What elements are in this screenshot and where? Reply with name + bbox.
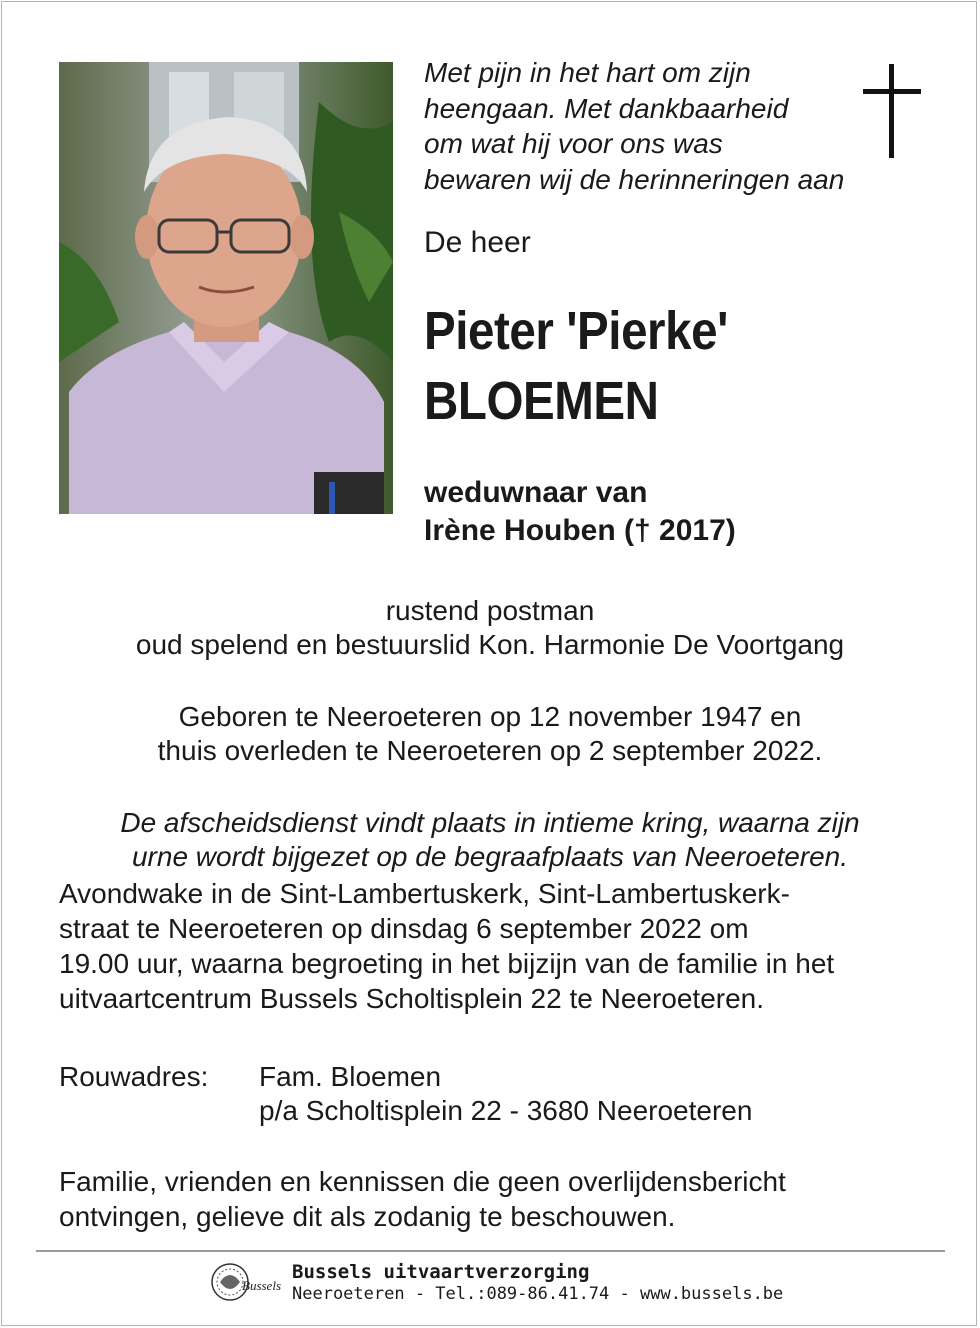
birth-line: Geboren te Neeroeteren op 12 november 1947 en (178, 701, 802, 732)
wake-line: 19.00 uur, waarna begroeting in het bijzijn van de familie in het (59, 948, 835, 979)
wake-line: straat te Neeroeteren op dinsdag 6 september 2022 om (59, 913, 749, 944)
service-line: De afscheidsdienst vindt plaats in intieme kring, waarna zijn (120, 807, 860, 838)
intro-line: Met pijn in het hart om zijn (424, 57, 751, 88)
intro-line: bewaren wij de herinneringen aan (424, 163, 845, 195)
address-label: Rouwadres: (59, 1061, 209, 1092)
deceased-first-name: Pieter 'Pierke' (424, 301, 728, 361)
address-lines (259, 1060, 752, 1128)
closing-line: ontvingen, gelieve dit als zodanig te beschouwen. (59, 1201, 676, 1232)
occupation-block (40, 594, 940, 662)
portrait-illustration (59, 62, 393, 514)
firm-name: Bussels uitvaartverzorging (292, 1261, 590, 1283)
footer-divider (36, 1250, 945, 1252)
bussels-logo (208, 1260, 284, 1304)
service-line: urne wordt bijgezet op de begraafplaats van Neeroeteren. (131, 841, 849, 872)
cross-icon (863, 64, 921, 160)
salutation: De heer (424, 226, 531, 259)
address-line: Fam. Bloemen (259, 1061, 442, 1092)
birth-death-block (40, 700, 940, 768)
deceased-name (424, 296, 728, 436)
closing-line: Familie, vrienden en kennissen die geen overlijdensbericht (59, 1166, 786, 1197)
deceased-surname: BLOEMEN (424, 371, 659, 431)
wake-block (59, 876, 939, 1016)
intro-line: om wat hij voor ons was (424, 128, 723, 159)
portrait-photo (59, 62, 393, 514)
intro-text (424, 55, 894, 197)
address-line: p/a Scholtisplein 22 - 3680 Neeroeteren (259, 1095, 753, 1126)
service-block (40, 806, 940, 874)
occupation-line: rustend postman (385, 595, 595, 626)
wake-line: uitvaartcentrum Bussels Scholtisplein 22 te Neeroeteren. (59, 983, 765, 1014)
widower-info (424, 474, 736, 550)
death-line: thuis overleden te Neeroeteren op 2 september 2022. (157, 735, 823, 766)
intro-line: heengaan. Met dankbaarheid (424, 92, 789, 124)
wake-line: Avondwake in de Sint-Lambertuskerk, Sint-Lambertuskerk- (59, 878, 790, 909)
widower-label: weduwnaar van (424, 476, 648, 509)
closing-note (59, 1164, 786, 1234)
spouse-name: Irène Houben († 2017) (424, 514, 736, 547)
svg-text:Bussels: Bussels (242, 1278, 281, 1293)
firm-contact: Neeroeteren - Tel.:089-86.41.74 - www.bussels.be (292, 1284, 784, 1304)
occupation-line: oud spelend en bestuurslid Kon. Harmonie De Voortgang (135, 629, 845, 660)
